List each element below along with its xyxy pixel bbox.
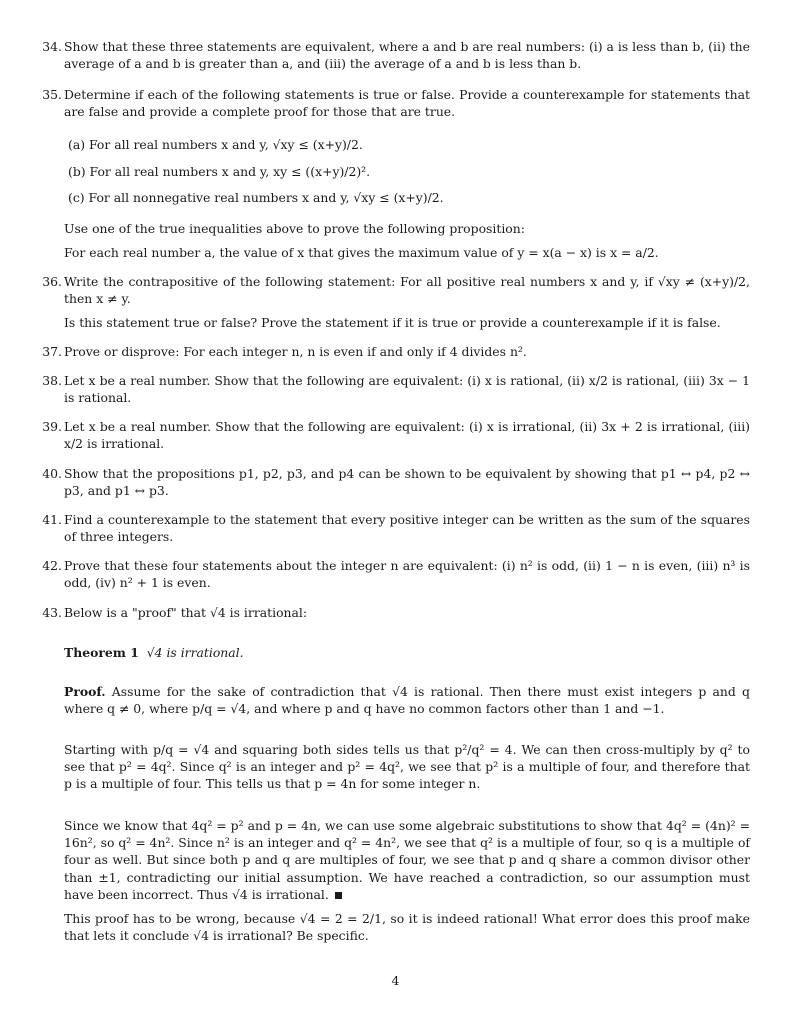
problem-text: Determine if each of the following statements is true or false. Provide a counterexample for statements that are false and provide a complete proof for those that are true. — [64, 87, 750, 120]
problem-number: 42. — [42, 558, 62, 573]
problem-39 — [38, 418, 750, 452]
problem-36-followup: Is this statement true or false? Prove the statement if it is true or provide a counterexample if it is false. — [64, 315, 721, 330]
problem-42 — [38, 557, 750, 591]
problem-40 — [38, 465, 750, 499]
problem-35a: (a) For all real numbers x and y, √xy ≤ (x+y)/2. — [68, 137, 363, 152]
problem-text: Prove or disprove: For each integer n, n is even if and only if 4 divides n². — [64, 344, 527, 359]
problem-number: 36. — [42, 274, 62, 289]
problem-35 — [38, 86, 750, 120]
qed-symbol — [335, 892, 342, 899]
problem-number: 38. — [42, 373, 62, 388]
theorem-statement — [64, 644, 750, 661]
proof-label: Proof. — [64, 684, 106, 699]
problem-35-proposition: For each real number a, the value of x that gives the maximum value of y = x(a − x) is x = a/2. — [64, 245, 659, 260]
proof-paragraph-3 — [64, 817, 750, 903]
problem-text: Find a counterexample to the statement that every positive integer can be written as the sum of the squares of three integers. — [64, 512, 750, 545]
problem-text: Let x be a real number. Show that the following are equivalent: (i) x is irrational, (ii) 3x + 2 is irrational, (iii) x/2 is irrational. — [64, 419, 750, 452]
theorem-text: √4 is irrational. — [146, 645, 244, 660]
proof-paragraph-2: Starting with p/q = √4 and squaring both sides tells us that p²/q² = 4. We can then cross-multiply by q² to see that p² = 4q². Since q² is an integer and p² = 4q², we see that p² is a multiple of four, and therefore that p is a multiple of four. This tells us that p = 4n for some integer n. — [64, 742, 750, 792]
problem-number: 43. — [42, 605, 62, 620]
closing-question: This proof has to be wrong, because √4 = 2 = 2/1, so it is indeed rational! What error does this proof make that lets it conclude √4 is irrational? Be specific. — [64, 911, 750, 944]
problem-number: 35. — [42, 87, 62, 102]
problem-number: 37. — [42, 344, 62, 359]
problem-41 — [38, 511, 750, 545]
problem-text: Write the contrapositive of the following statement: For all positive real numbers x and y, if √xy ≠ (x+y)/2, then x ≠ y. — [64, 274, 750, 307]
problem-number: 41. — [42, 512, 62, 527]
problem-35-instruction: Use one of the true inequalities above to prove the following proposition: — [64, 221, 525, 236]
problem-37 — [38, 343, 750, 360]
proof-text-1: Assume for the sake of contradiction that √4 is rational. Then there must exist integers p and q where q ≠ 0, where p/q = √4, and where p and q have no common factors other than 1 and −1. — [64, 684, 750, 717]
proof-paragraph-1 — [64, 683, 750, 717]
theorem-label: Theorem 1 — [64, 645, 139, 660]
problem-38 — [38, 372, 750, 406]
problem-36 — [38, 273, 750, 307]
problem-34 — [38, 38, 750, 72]
problem-35c: (c) For all nonnegative real numbers x and y, √xy ≤ (x+y)/2. — [68, 190, 444, 205]
page-number: 4 — [391, 973, 400, 988]
problem-35b: (b) For all real numbers x and y, xy ≤ ((x+y)/2)². — [68, 164, 371, 179]
problem-text: Let x be a real number. Show that the following are equivalent: (i) x is rational, (ii) x/2 is rational, (iii) 3x − 1 is rational. — [64, 373, 750, 406]
problem-43 — [38, 604, 750, 621]
problem-number: 39. — [42, 419, 62, 434]
problem-number: 40. — [42, 466, 62, 481]
problem-number: 34. — [42, 39, 62, 54]
problem-text: Prove that these four statements about the integer n are equivalent: (i) n² is odd, (ii) 1 − n is even, (iii) n³ is odd, (iv) n² + 1 is even. — [64, 558, 750, 591]
proof-text-3: Since we know that 4q² = p² and p = 4n, we can use some algebraic substitutions to show that 4q² = (4n)² = 16n², so q² = 4n². Since n² is an integer and q² = 4n², we see that q² is a multiple of four, so q is a multiple of four as well. But since both p and q are multiples of four, we see that p and q share a common divisor other than ±1, contradicting our initial assumption. We have reached a contradiction, so our assumption must have been incorrect. Thus √4 is irrational. — [64, 818, 750, 902]
problem-text: Show that the propositions p1, p2, p3, and p4 can be shown to be equivalent by showing that p1 ↔ p4, p2 ↔ p3, and p1 ↔ p3. — [64, 466, 750, 499]
problem-text: Below is a "proof" that √4 is irrational: — [64, 605, 308, 620]
problem-text: Show that these three statements are equivalent, where a and b are real numbers: (i) a is less than b, (ii) the average of a and b is greater than a, and (iii) the average of a and b is less than b. — [64, 39, 750, 72]
